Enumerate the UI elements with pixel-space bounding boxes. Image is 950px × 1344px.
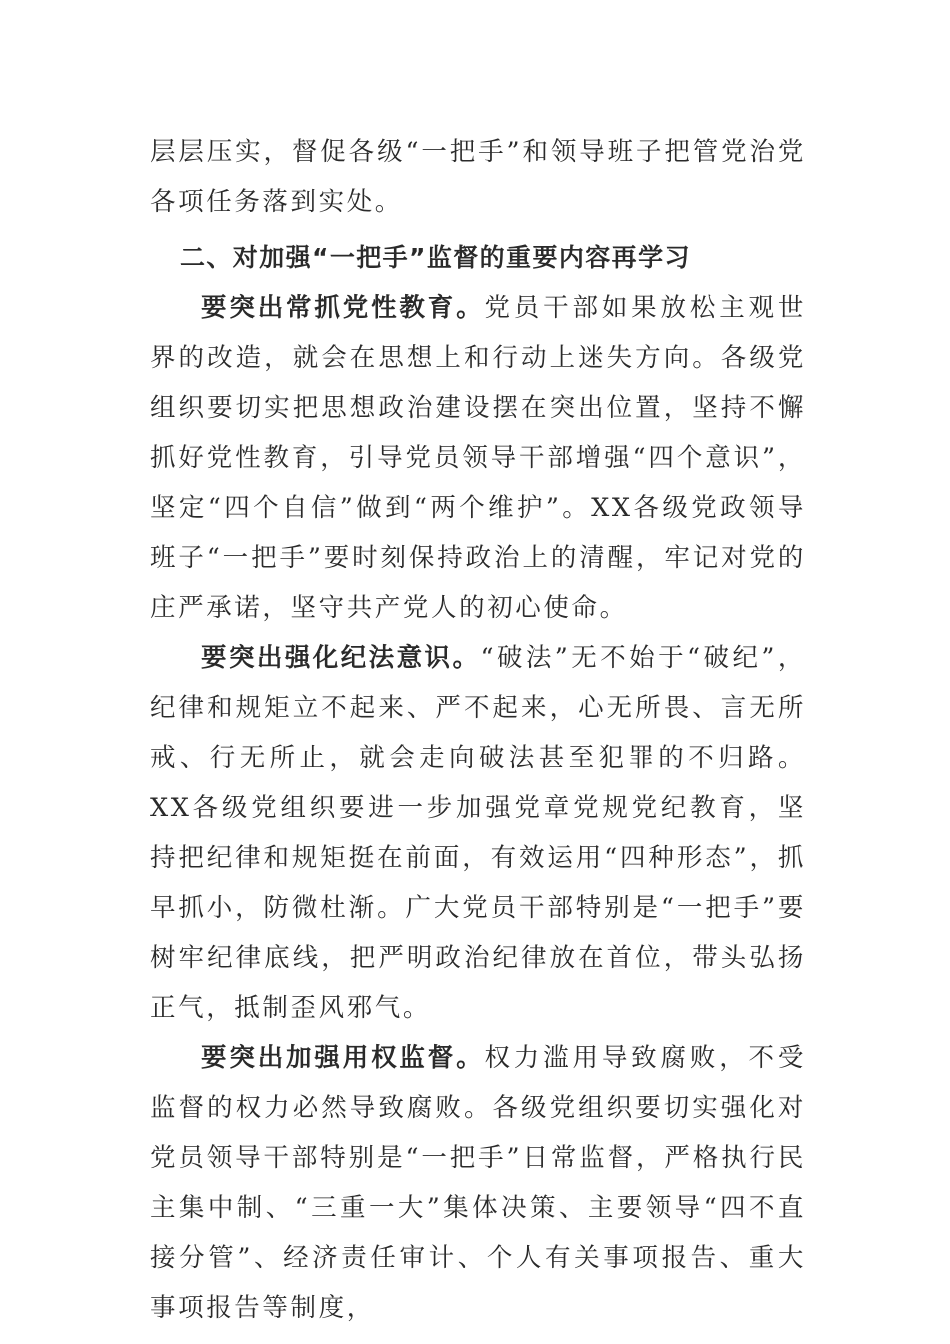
paragraph-body: “破法”无不始于“破纪”，纪律和规矩立不起来、严不起来，心无所畏、言无所戒、行无所止，就会走向破法甚至犯罪的不归路。XX各级党组织要进一步加强党章党规党纪教育，坚持把纪律和规矩挺在前面，有效运用“四种形态”，抓早抓小，防微杜渐。广大党员干部特别是“一把手”要树牢纪律底线，把严明政治纪律放在首位，带头弘扬正气，抵制歪风邪气。 [150, 643, 806, 1023]
paragraph-party-education [150, 283, 806, 633]
document-page [150, 127, 806, 1333]
paragraph-lead: 要突出常抓党性教育。 [201, 293, 485, 323]
paragraph-lead: 要突出加强用权监督。 [201, 1043, 485, 1073]
paragraph-body: 权力滥用导致腐败，不受监督的权力必然导致腐败。各级党组织要切实强化对党员领导干部特别是“一把手”日常监督，严格执行民主集中制、“三重一大”集体决策、主要领导“四不直接分管”、经济责任审计、个人有关事项报告、重大事项报告等制度， [150, 1043, 806, 1323]
paragraph-body: 党员干部如果放松主观世界的改造，就会在思想上和行动上迷失方向。各级党组织要切实把思想政治建设摆在突出位置，坚持不懈抓好党性教育，引导党员领导干部增强“四个意识”，坚定“四个自信”做到“两个维护”。XX各级党政领导班子“一把手”要时刻保持政治上的清醒，牢记对党的庄严承诺，坚守共产党人的初心使命。 [150, 293, 806, 623]
paragraph-discipline-awareness [150, 633, 806, 1033]
paragraph-power-supervision [150, 1033, 806, 1333]
section-heading: 二、对加强“一把手”监督的重要内容再学习 [180, 243, 691, 272]
continuation-paragraph: 层层压实，督促各级“一把手”和领导班子把管党治党各项任务落到实处。 [150, 137, 806, 217]
paragraph-lead: 要突出强化纪法意识。 [201, 643, 481, 673]
